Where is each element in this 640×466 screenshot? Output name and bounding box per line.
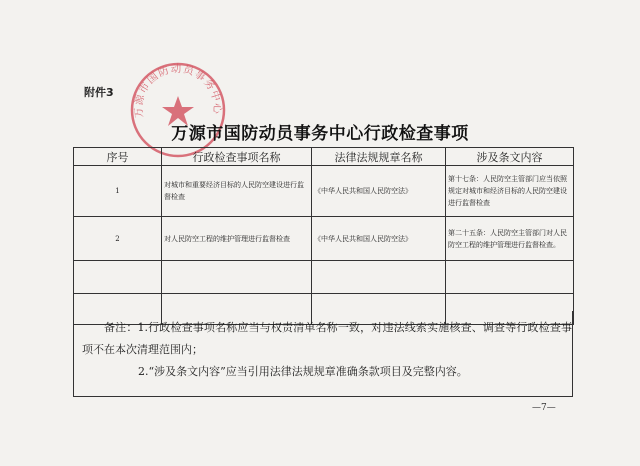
official-seal (128, 60, 228, 160)
cell-serial: 2 (74, 217, 162, 261)
attachment-label: 附件3 (84, 86, 114, 99)
table-header-row (74, 148, 574, 166)
cell-article (446, 261, 574, 294)
header-article: 涉及条文内容 (446, 148, 574, 166)
note-1: 备注：1.行政检查事项名称应当与权责清单名称一致，对违法线索实施核查、调查等行政检查事项不在本次清理范围内； (82, 321, 572, 356)
page-number: —7— (532, 403, 556, 413)
cell-item-name (162, 261, 312, 294)
document-title: 万源市国防动员事务中心行政检查事项 (171, 124, 469, 144)
cell-law-name: 《中华人民共和国人民防空法》 (312, 217, 446, 261)
cell-item-name: 对人民防空工程的维护管理进行监督检查 (162, 217, 312, 261)
note-2: 2.“涉及条文内容”应当引用法律法规规章准确条款项目及完整内容。 (138, 365, 468, 378)
notes-box (73, 311, 573, 397)
table-row (74, 166, 574, 217)
table-row (74, 261, 574, 294)
cell-article: 第十七条：人民防空主管部门应当依照规定对城市和经济目标的人民防空建设进行监督检查 (446, 166, 574, 217)
table-row (74, 217, 574, 261)
cell-serial (74, 261, 162, 294)
cell-serial: 1 (74, 166, 162, 217)
inspection-table (73, 147, 574, 325)
cell-law-name (312, 261, 446, 294)
header-law-name: 法律法规规章名称 (312, 148, 446, 166)
header-serial: 序号 (74, 148, 162, 166)
cell-article: 第二十五条：人民防空主管部门对人民防空工程的维护管理进行监督检查。 (446, 217, 574, 261)
cell-item-name: 对城市和重要经济目标的人民防空建设进行监督检查 (162, 166, 312, 217)
cell-law-name: 《中华人民共和国人民防空法》 (312, 166, 446, 217)
svg-text:万源市国防动员事务中心: 万源市国防动员事务中心 (132, 62, 224, 119)
header-item-name: 行政检查事项名称 (162, 148, 312, 166)
